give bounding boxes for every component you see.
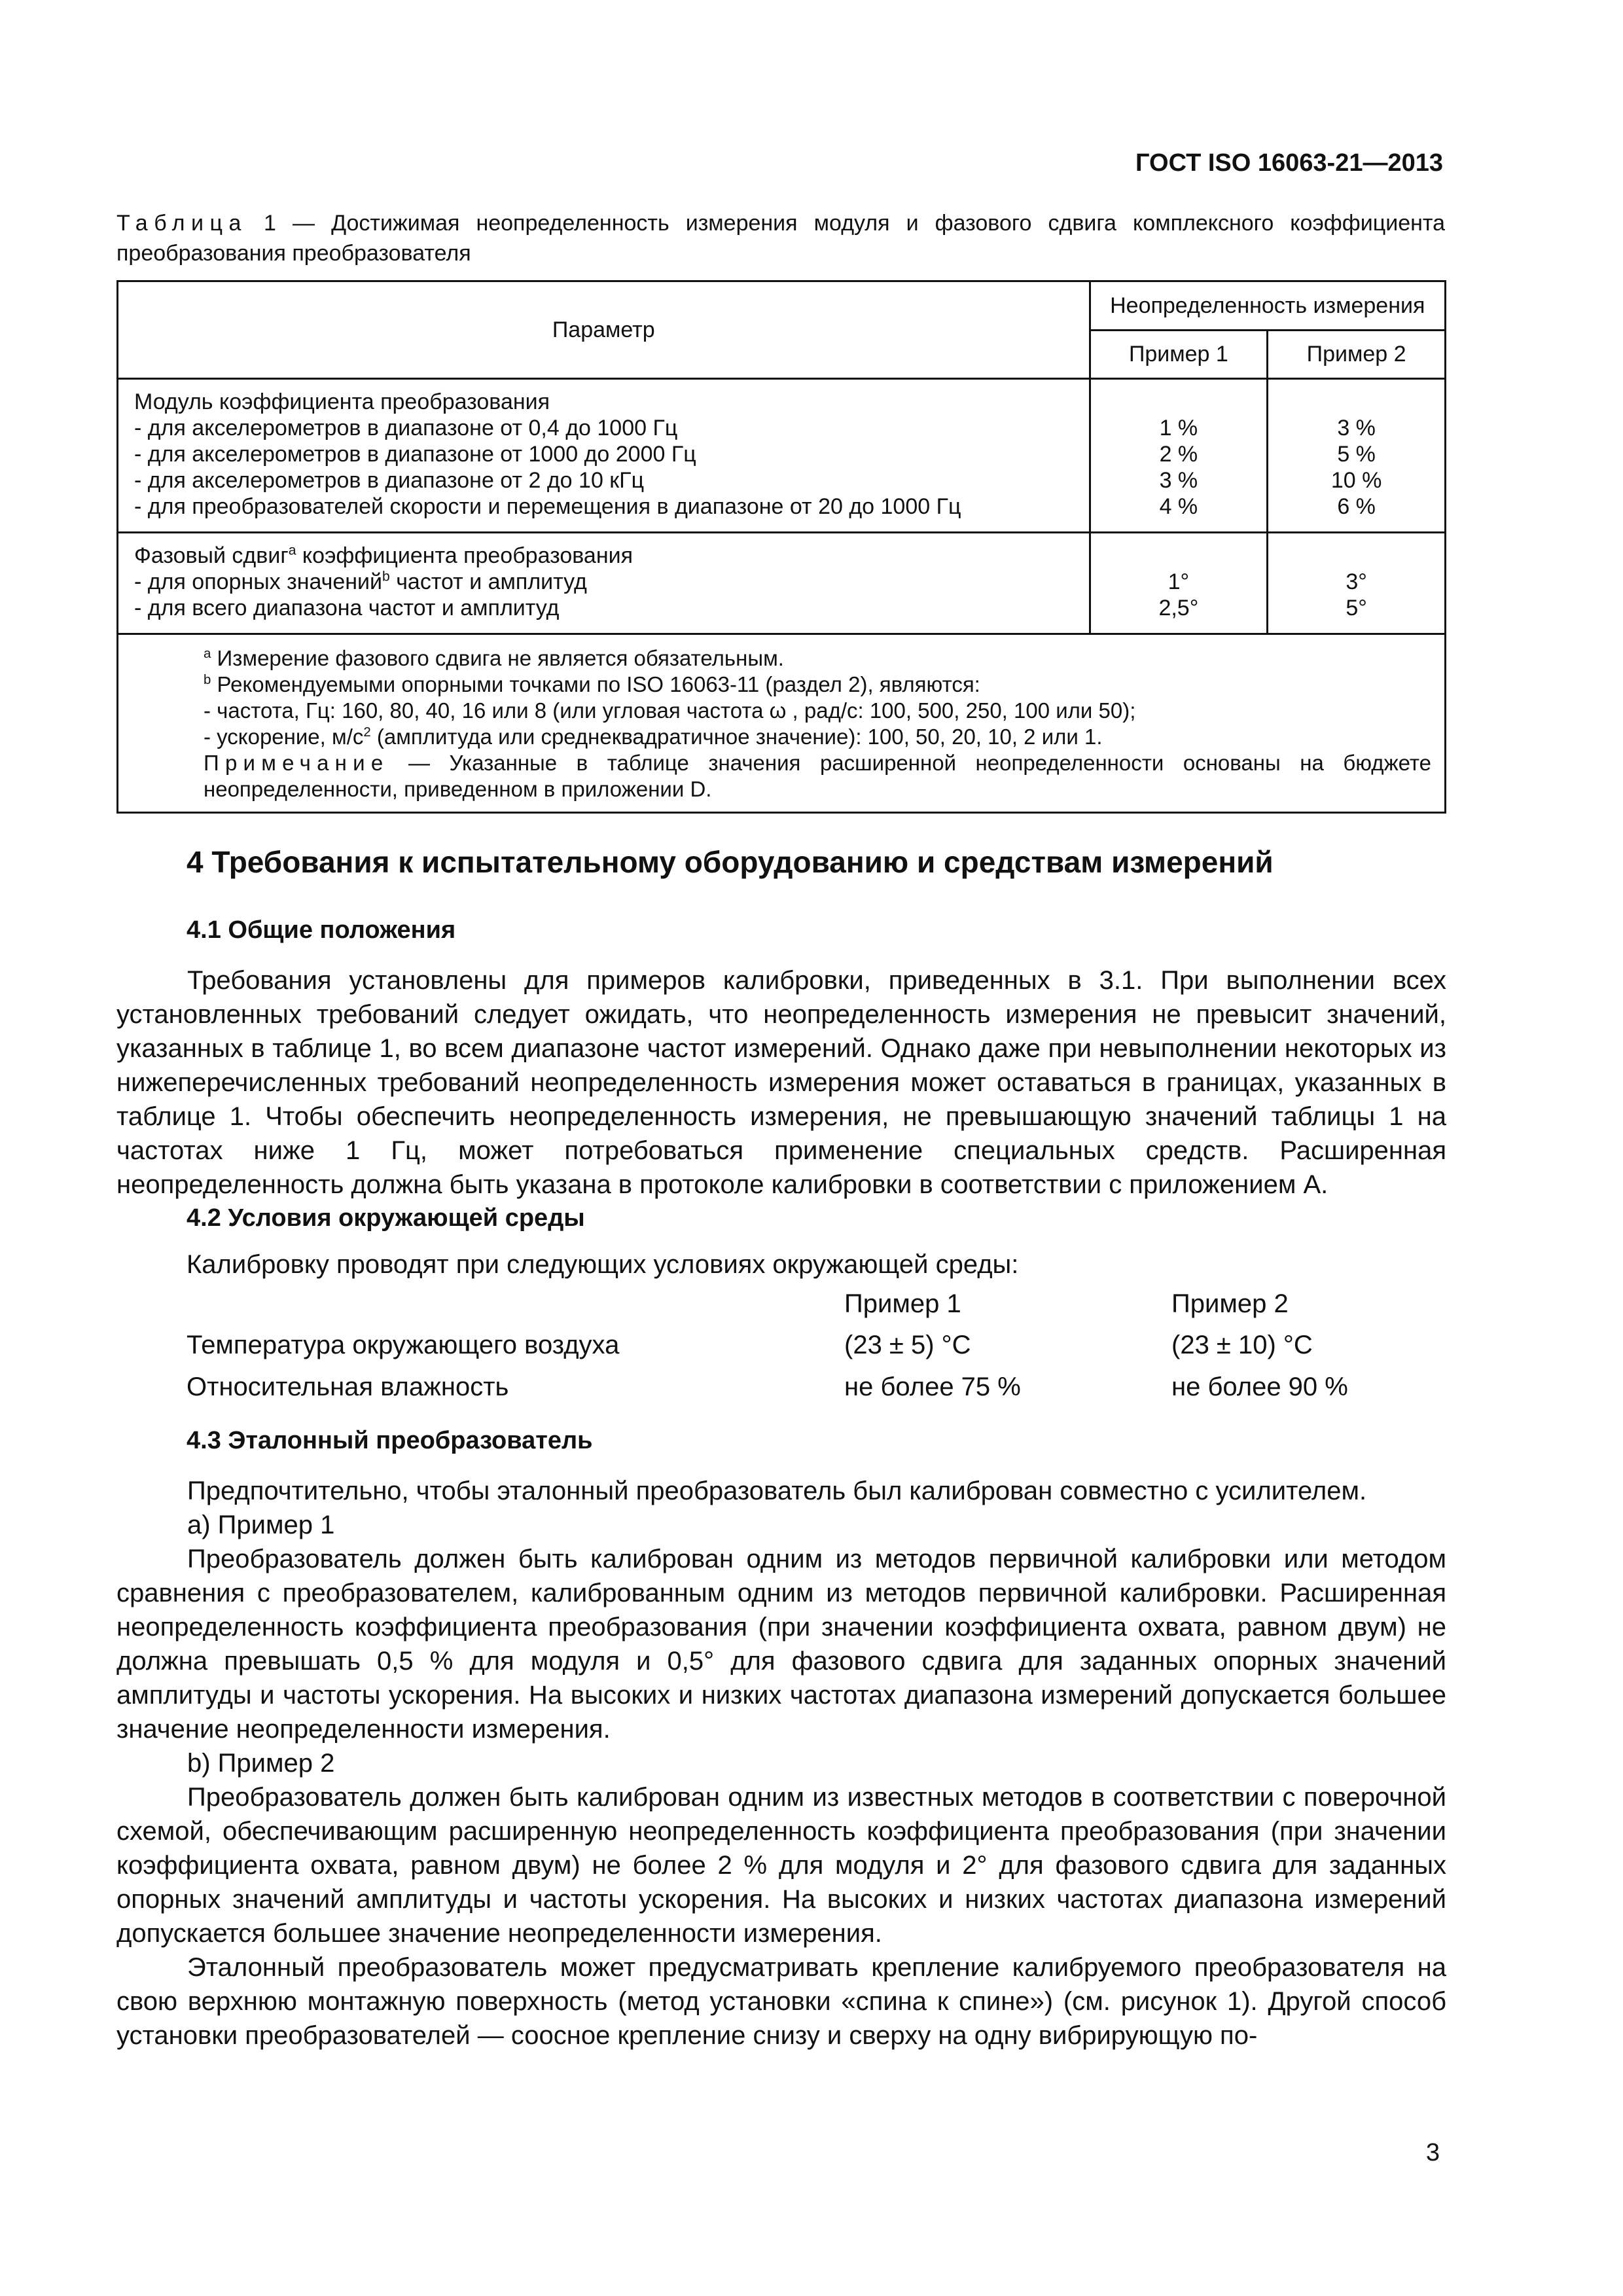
table-footnotes bbox=[118, 634, 1446, 813]
row-label: - для акселерометров в диапазоне от 1000 до 2000 Гц bbox=[134, 442, 696, 467]
row-label: - для всего диапазона частот и амплитуд bbox=[134, 596, 560, 620]
phase-example-2-values bbox=[1268, 533, 1446, 634]
column-header-parameter: Параметр bbox=[118, 281, 1090, 379]
column-header-uncertainty: Неопределенность измерения bbox=[1090, 281, 1445, 331]
column-header-example-1: Пример 1 bbox=[1090, 331, 1268, 379]
subsection-4-2-title: 4.2 Условия окружающей среды bbox=[187, 1204, 585, 1232]
value-cell: 1 % bbox=[1159, 416, 1198, 440]
group-title: Модуль коэффициента преобразования bbox=[134, 389, 550, 414]
modulus-example-2-values bbox=[1268, 379, 1446, 533]
value-cell: 5 % bbox=[1337, 442, 1376, 467]
document-header: ГОСТ ISO 16063-21—2013 bbox=[1135, 149, 1443, 177]
env-humidity-label: Относительная влажность bbox=[187, 1372, 509, 1401]
group-modulus-cell bbox=[118, 379, 1090, 533]
row-label: - для акселерометров в диапазоне от 2 до 10 кГц bbox=[134, 468, 645, 493]
value-cell: 3 % bbox=[1159, 468, 1198, 493]
section-4-title: 4 Требования к испытательному оборудованию и средствам измерений bbox=[187, 845, 1274, 879]
paragraph: Требования установлены для примеров калибровки, приведенных в 3.1. При выполнении всех установленных требований следует ожидать, что неопределенность измерения не превысит значений, указанных в таблице 1, во всем диапазоне частот измерений. Однако даже при невыполнении некоторых из нижеперечисленных требований неопределенность измерения может оставаться в границах, указанных в таблице 1. Чтобы обеспечить неопределенность измерения, не превышающую значений таблицы 1 на частотах ниже 1 Гц, может потребоваться применение специальных средств. Расширенная неопределенность должна быть указана в протоколе калибровки в соответствии с приложением А. bbox=[116, 966, 1446, 1199]
paragraph: Преобразователь должен быть калиброван одним из методов первичной калибровки или методом сравнения с преобразователем, калиброванным одним из методов первичной калибровки. Расширенная неопределенность коэффициента преобразования (при значении коэффициента охвата, равном двум) не должна превышать 0,5 % для модуля и 0,5° для фазового сдвига для заданных опорных значений амплитуды и частоты ускорения. На высоких и низких частотах диапазона измерений допускается большее значение неопределенности измерения. bbox=[116, 1545, 1446, 1744]
row-label: - для преобразователей скорости и перемещения в диапазоне от 20 до 1000 Гц bbox=[134, 494, 961, 519]
value-cell: 5° bbox=[1346, 596, 1367, 620]
paragraph: Предпочтительно, чтобы эталонный преобразователь был калиброван совместно с усилителем. bbox=[187, 1477, 1367, 1505]
footnote-frequency: - частота, Гц: 160, 80, 40, 16 или 8 (или угловая частота ω , рад/с: 100, 500, 250, 100 или 50); bbox=[204, 698, 1136, 723]
footnote-mark-a: a bbox=[288, 543, 296, 558]
table-caption-text: — Достижимая неопределенность измерения модуля и фазового сдвига комплексного коэффициента преобразования преобразователя bbox=[116, 211, 1446, 266]
footnote-acceleration: - ускорение, $м/с^2$ (амплитуда или среднеквадратичное значение): 100, 50, 20, 10, 2 или 1. bbox=[204, 725, 1103, 749]
page-number: 3 bbox=[1425, 2139, 1440, 2166]
example-b-label: b) Пример 2 bbox=[187, 1749, 335, 1778]
value-cell: 4 % bbox=[1159, 494, 1198, 519]
subsection-4-3-title: 4.3 Эталонный преобразователь bbox=[187, 1427, 593, 1454]
paragraph: Эталонный преобразователь может предусматривать крепление калибруемого преобразователя на свою верхнюю монтажную поверхность (метод установки «спина к спине») (см. рисунок 1). Другой способ установки преобразователей — соосное крепление снизу и сверху на одну вибрирующую по- bbox=[116, 1953, 1446, 2050]
value-cell: 10 % bbox=[1330, 468, 1382, 493]
value-cell: 3 % bbox=[1337, 416, 1376, 440]
column-header-example-2: Пример 2 bbox=[1268, 331, 1446, 379]
value-cell: 2 % bbox=[1159, 442, 1198, 467]
uncertainty-table bbox=[116, 280, 1446, 814]
footnote-b: $^b$ Рекомендуемыми опорными точками по ISO 16063-11 (раздел 2), являются: bbox=[204, 672, 980, 696]
env-temperature-example-1: (23 ± 5) °С bbox=[844, 1331, 971, 1359]
subsection-4-1-title: 4.1 Общие положения bbox=[187, 916, 456, 944]
group-title: Фазовый сдвиг$^a$ коэффициента преобразования bbox=[134, 543, 633, 568]
group-phase-cell bbox=[118, 533, 1090, 634]
row-label: - для акселерометров в диапазоне от 0,4 до 1000 Гц bbox=[134, 416, 678, 440]
env-humidity-example-1: не более 75 % bbox=[844, 1372, 1021, 1401]
value-cell: 3° bbox=[1346, 569, 1367, 594]
table-caption bbox=[116, 208, 1445, 268]
environment-intro: Калибровку проводят при следующих условиях окружающей среды: bbox=[187, 1250, 1019, 1279]
env-temperature-example-2: (23 ± 10) °С bbox=[1171, 1331, 1313, 1359]
value-cell: 1° bbox=[1168, 569, 1190, 594]
row-label: - для опорных значений$^b$ частот и амплитуд bbox=[134, 569, 587, 594]
example-a-label: a) Пример 1 bbox=[187, 1511, 335, 1539]
subsection-4-3-body bbox=[116, 1474, 1446, 2053]
table-row-footnotes bbox=[118, 634, 1446, 813]
table-note: Примечание — Указанные в таблице значения расширенной неопределенности основаны на бюджете неопределенности, приведенном в приложении D. bbox=[204, 751, 1431, 801]
value-cell: 2,5° bbox=[1158, 596, 1199, 620]
phase-example-1-values bbox=[1090, 533, 1268, 634]
table-caption-number: 1 bbox=[264, 211, 276, 236]
modulus-example-1-values bbox=[1090, 379, 1268, 533]
env-humidity-example-2: не более 90 % bbox=[1171, 1372, 1348, 1401]
env-temperature-label: Температура окружающего воздуха bbox=[187, 1331, 620, 1359]
footnote-a: $^a$ Измерение фазового сдвига не является обязательным. bbox=[204, 646, 784, 670]
env-header-example-1: Пример 1 bbox=[844, 1289, 961, 1318]
footnote-mark-b: b bbox=[382, 569, 390, 584]
table-caption-prefix: Таблица bbox=[116, 211, 247, 236]
env-header-example-2: Пример 2 bbox=[1171, 1289, 1289, 1318]
table-row-modulus bbox=[118, 379, 1446, 533]
table-row-phase bbox=[118, 533, 1446, 634]
value-cell: 6 % bbox=[1337, 494, 1376, 519]
paragraph: Преобразователь должен быть калиброван одним из известных методов в соответствии с поверочной схемой, обеспечивающим расширенную неопределенность коэффициента преобразования (при значении коэффициента охвата, равном двум) не более 2 % для модуля и 2° для фазового сдвига для заданных опорных значений амплитуды и частоты ускорения. На высоких и низких частотах диапазона измерений допускается большее значение неопределенности измерения. bbox=[116, 1783, 1446, 1948]
subsection-4-1-body bbox=[116, 963, 1446, 1202]
